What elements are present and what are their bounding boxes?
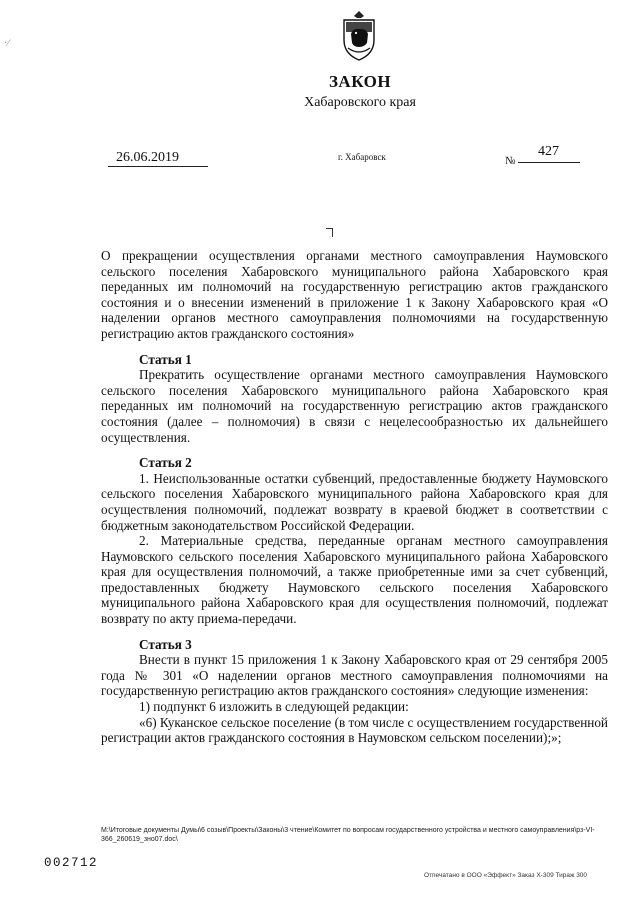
document-number: 427 (538, 144, 559, 159)
document-title: ЗАКОН (328, 72, 392, 91)
number-label: № (505, 155, 516, 167)
document-code: 002712 (44, 856, 99, 870)
coat-of-arms-icon (340, 10, 378, 62)
article-paragraph: «6) Куканское сельское поселение (в том числе с осуществлением государственной регистрации актов гражданского состояния в Наумовском сельском поселении);»; (101, 714, 608, 746)
article-title: Статья 2 (139, 455, 192, 471)
preamble: О прекращении осуществления органами местного самоуправления Наумовского сельского поселения Хабаровского муниципального района Хабаровского края переданных им полномочий на государственную регистрацию актов гражданского состояния и о внесении изменений в приложение 1 к Закону Хабаровского края «О наделении органов местного самоуправления полномочиями на государственную регистрацию актов гражданского состояния» (101, 248, 608, 341)
article-paragraph: 1. Неиспользованные остатки субвенций, предоставленные бюджету Наумовского сельского поселения Хабаровского муниципального района Хабаровского края для осуществления полномочий, подлежат возврату в краевой бюджет в соответствии с бюджетным законодательством Российской Федерации. (101, 470, 608, 533)
file-path: M:\Итоговые документы Думы\6 созыв\Проекты\Законы\3 чтение\Комитет по вопросам государственного устройства и местного самоуправления\рз-VI-366_260619_зно07.doc\ (101, 827, 595, 843)
article-title: Статья 3 (139, 636, 192, 652)
article-title: Статья 1 (139, 351, 192, 367)
document-date: 26.06.2019 (108, 150, 208, 167)
number-underline (518, 162, 580, 163)
document-subtitle: Хабаровского края (304, 95, 416, 110)
article-paragraph: 2. Материальные средства, переданные органам местного самоуправления Наумовского сельского поселения Хабаровского муниципального района Хабаровского края для осуществления полномочий, а также приобретенные ими за счет субвенций, предоставленных бюджету Наумовского сельского поселения Хабаровского муниципального района Хабаровского края для осуществления полномочий, подлежат возврату по акту приема-передачи. (101, 533, 608, 627)
document-body (101, 248, 608, 746)
article-paragraph: Прекратить осуществление органами местного самоуправления Наумовского сельского поселения Хабаровского муниципального района Хабаровского края переданных им полномочий на государственную регистрацию актов гражданского состояния (далее – полномочия) в связи с нецелесообразностью их дальнейшего осуществления. (101, 367, 608, 445)
article-paragraph: 1) подпункт 6 изложить в следующей редакции: (139, 699, 409, 715)
corner-mark (326, 228, 333, 237)
document-city: г. Хабаровск (338, 152, 386, 162)
margin-mark: ·∕ (4, 38, 9, 49)
article-paragraph: Внести в пункт 15 приложения 1 к Закону Хабаровского края от 29 сентября 2005 года № 301 «О наделении органов местного самоуправления полномочиями на государственную регистрацию актов гражданского состояния» следующие изменения: (101, 652, 608, 699)
printer-note: Отпечатано в ООО «Эффект» Заказ X-309 Тираж 300 (424, 872, 588, 879)
